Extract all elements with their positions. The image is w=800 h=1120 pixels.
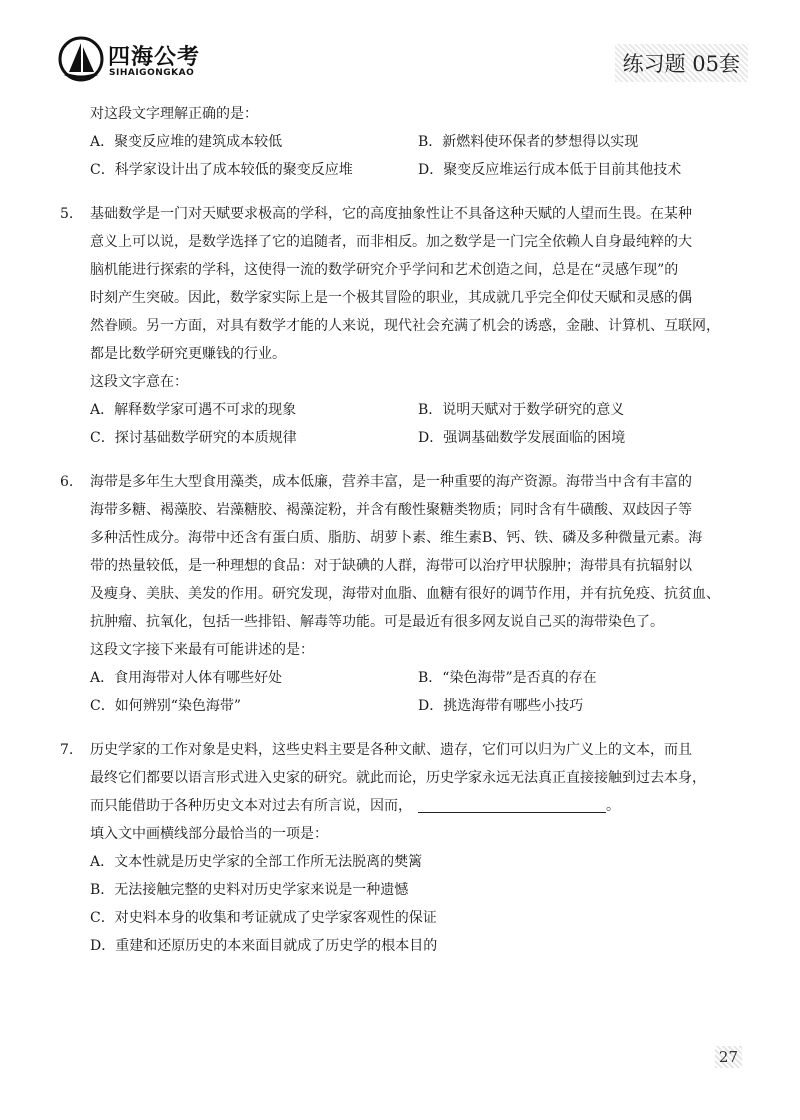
stem-line: 多种活性成分。海带中还含有蛋白质、脂肪、胡萝卜素、维生素B、钙、铁、磷及多种微量元素。海	[90, 530, 703, 546]
question-number: 5.	[60, 206, 74, 222]
question-prompt: 填入文中画横线部分最恰当的一项是：	[90, 826, 328, 842]
page-content	[60, 100, 750, 960]
exercise-set-label: 练习题 05套	[615, 44, 748, 82]
option-c: C．探讨基础数学研究的本质规律	[90, 430, 297, 446]
option-b: B．新燃料使环保者的梦想得以实现	[418, 134, 639, 150]
option-a: A．文本性就是历史学家的全部工作所无法脱离的樊篱	[90, 854, 423, 870]
stem-line: 脑机能进行探索的学科，这使得一流的数学研究介乎学问和艺术创造之间，总是在“灵感乍现”的	[90, 262, 679, 278]
stem-line: 都是比数学研究更赚钱的行业。	[90, 346, 286, 362]
option-a: A．食用海带对人体有哪些好处	[90, 670, 283, 686]
stem-line: 时刻产生突破。因此，数学家实际上是一个极其冒险的职业，其成就几乎完全仰仗天赋和灵感的偶	[90, 290, 692, 306]
page-header	[58, 30, 748, 90]
options-grid	[60, 664, 750, 720]
question-6	[60, 468, 750, 664]
option-a: A．解释数学家可遇不可求的现象	[90, 402, 297, 418]
option-d: D．强调基础数学发展面临的困境	[418, 430, 626, 446]
stem-line: 及瘦身、美肤、美发的作用。研究发现，海带对血脂、血糖有很好的调节作用，并有抗免疫、抗贫血、	[90, 586, 720, 602]
logo-english-name: SIHAIGONGKAO	[109, 68, 195, 78]
question-7	[60, 736, 750, 848]
sail-logo-icon	[58, 36, 104, 82]
option-b: B．说明天赋对于数学研究的意义	[418, 402, 625, 418]
option-d: D．聚变反应堆运行成本低于目前其他技术	[418, 162, 682, 178]
page-number: 27	[715, 1046, 742, 1068]
option-c: C．科学家设计出了成本较低的聚变反应堆	[90, 162, 353, 178]
option-c: C．如何辨别“染色海带”	[90, 698, 242, 714]
option-b: B．无法接触完整的史料对历史学家来说是一种遗憾	[90, 882, 409, 898]
previous-question-tail	[60, 100, 750, 184]
stem-line: 而只能借助于各种历史文本对过去有所言说，因而，	[90, 798, 412, 814]
question-5	[60, 200, 750, 396]
stem-line: 然眷顾。另一方面，对具有数学才能的人来说，现代社会充满了机会的诱惑，金融、计算机、互联网，	[90, 318, 720, 334]
stem-line: 带的热量较低，是一种理想的食品：对于缺碘的人群，海带可以治疗甲状腺肿；海带具有抗辐射以	[90, 558, 692, 574]
fill-in-blank	[418, 796, 606, 813]
stem-line: 意义上可以说，是数学选择了它的追随者，而非相反。加之数学是一门完全依赖人自身最纯粹的大	[90, 234, 692, 250]
stem-line: 基础数学是一门对天赋要求极高的学科，它的高度抽象性让不具备这种天赋的人望而生畏。在某种	[90, 206, 692, 222]
stem-line: 最终它们都要以语言形式进入史家的研究。就此而论，历史学家永远无法真正直接接触到过去本身，	[90, 770, 706, 786]
option-d: D．挑选海带有哪些小技巧	[418, 698, 584, 714]
stem-end: 。	[606, 798, 620, 814]
option-b: B．“染色海带”是否真的存在	[418, 670, 597, 686]
option-d: D．重建和还原历史的本来面目就成了历史学的根本目的	[90, 938, 438, 954]
options-grid	[60, 128, 750, 184]
question-prompt: 这段文字接下来最有可能讲述的是：	[90, 642, 314, 658]
stem-line: 海带多糖、褐藻胶、岩藻糖胶、褐藻淀粉，并含有酸性聚糖类物质；同时含有牛磺酸、双歧因子等	[90, 502, 692, 518]
option-a: A．聚变反应堆的建筑成本较低	[90, 134, 283, 150]
stem-line: 历史学家的工作对象是史料，这些史料主要是各种文献、遗存，它们可以归为广义上的文本，而且	[90, 742, 692, 758]
question-number: 6.	[60, 474, 74, 490]
brand-logo	[58, 36, 258, 84]
question-prompt: 对这段文字理解正确的是：	[90, 106, 258, 122]
stem-line: 海带是多年生大型食用藻类，成本低廉，营养丰富，是一种重要的海产资源。海带当中含有丰富的	[90, 474, 692, 490]
question-prompt: 这段文字意在：	[90, 374, 188, 390]
logo-chinese-name: 四海公考	[108, 45, 201, 70]
question-number: 7.	[60, 742, 74, 758]
stem-line: 抗肿瘤、抗氧化，包括一些排铅、解毒等功能。可是最近有很多网友说自己买的海带染色了。	[90, 614, 664, 630]
options-list	[60, 848, 750, 960]
options-grid	[60, 396, 750, 452]
option-c: C．对史料本身的收集和考证就成了史学家客观性的保证	[90, 910, 437, 926]
